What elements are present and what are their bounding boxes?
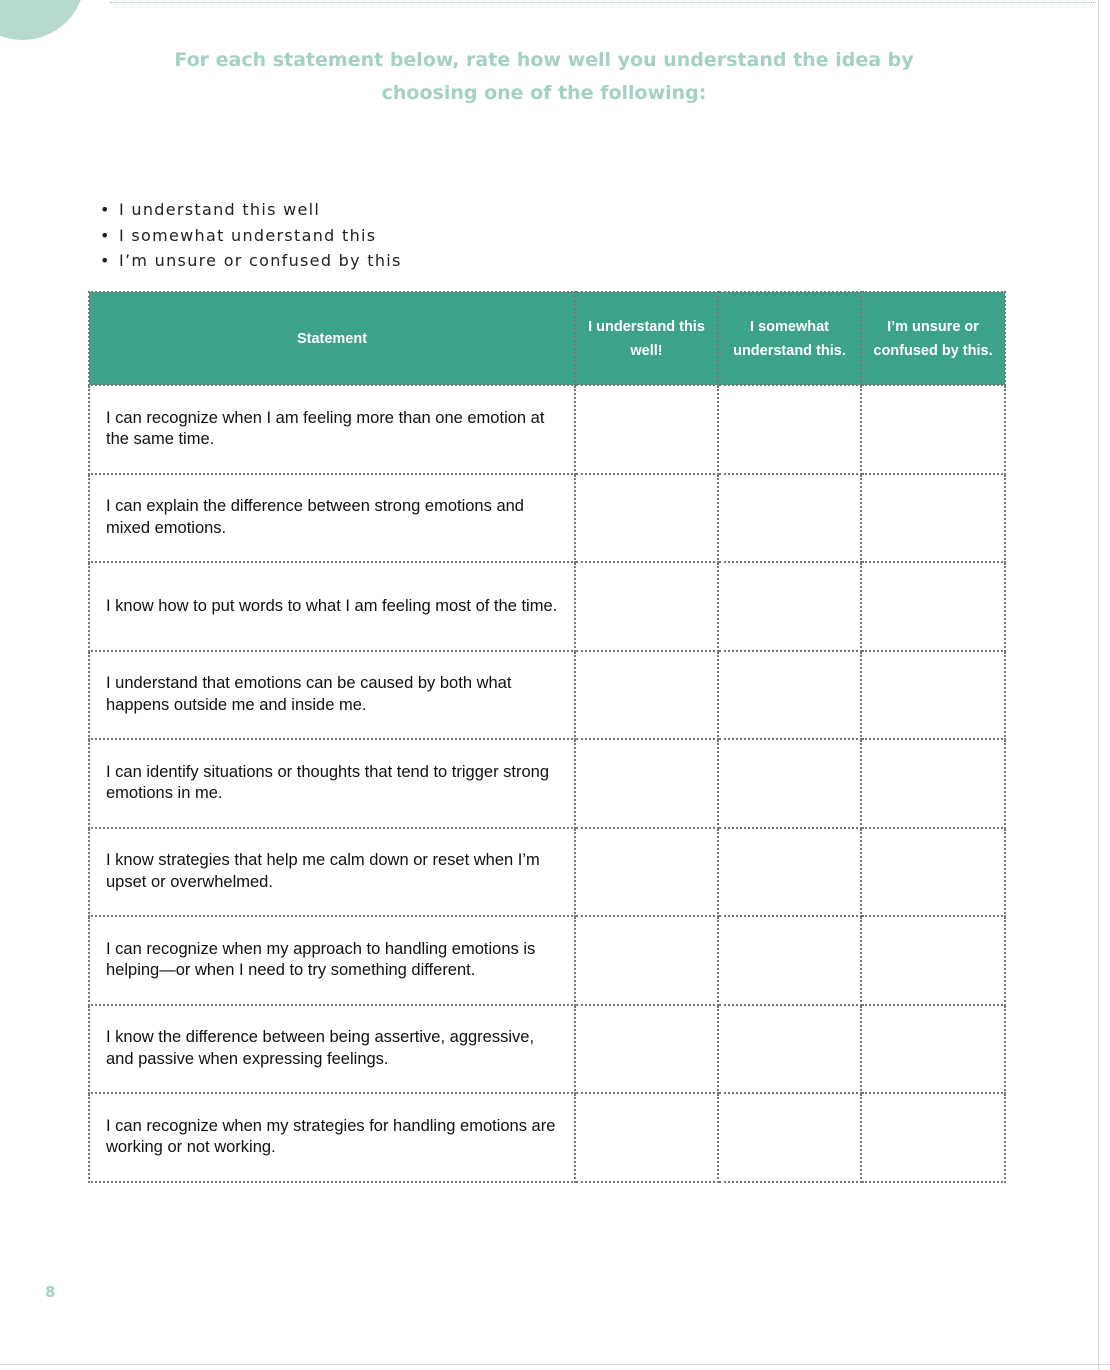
instruction-line-1: For each statement below, rate how well you understand the idea by bbox=[174, 49, 914, 71]
self-rating-table bbox=[88, 291, 1006, 1183]
understand-well-cell[interactable] bbox=[575, 562, 718, 651]
somewhat-understand-cell[interactable] bbox=[718, 1093, 861, 1182]
understand-well-cell[interactable] bbox=[575, 385, 718, 474]
statement-cell: I can recognize when my strategies for handling emotions are working or not working. bbox=[89, 1093, 575, 1182]
unsure-confused-cell[interactable] bbox=[861, 1093, 1005, 1182]
understand-well-cell[interactable] bbox=[575, 474, 718, 563]
unsure-confused-cell[interactable] bbox=[861, 739, 1005, 828]
table-row bbox=[89, 1093, 1005, 1182]
unsure-confused-cell[interactable] bbox=[861, 385, 1005, 474]
rating-option-label: I understand this well bbox=[119, 200, 321, 219]
unsure-confused-cell[interactable] bbox=[861, 474, 1005, 563]
rating-option-label: I’m unsure or confused by this bbox=[119, 251, 402, 270]
bullet-icon: • bbox=[100, 251, 111, 270]
statement-cell: I understand that emotions can be caused by both what happens outside me and inside me. bbox=[89, 651, 575, 740]
unsure-confused-cell[interactable] bbox=[861, 916, 1005, 1005]
statement-cell: I can recognize when I am feeling more than one emotion at the same time. bbox=[89, 385, 575, 474]
statement-cell: I can explain the difference between strong emotions and mixed emotions. bbox=[89, 474, 575, 563]
bullet-icon: • bbox=[100, 225, 111, 245]
header-unsure-confused: I’m unsure or confused by this. bbox=[861, 292, 1005, 385]
statement-cell: I know strategies that help me calm down or reset when I’m upset or overwhelmed. bbox=[89, 828, 575, 917]
understand-well-cell[interactable] bbox=[575, 828, 718, 917]
statement-cell: I can identify situations or thoughts that tend to trigger strong emotions in me. bbox=[89, 739, 575, 828]
statement-cell: I can recognize when my approach to handling emotions is helping—or when I need to try something different. bbox=[89, 916, 575, 1005]
somewhat-understand-cell[interactable] bbox=[718, 562, 861, 651]
statement-cell: I know the difference between being assertive, aggressive, and passive when expressing feelings. bbox=[89, 1005, 575, 1094]
rating-option bbox=[97, 197, 402, 223]
somewhat-understand-cell[interactable] bbox=[718, 828, 861, 917]
somewhat-understand-cell[interactable] bbox=[718, 385, 861, 474]
page-bottom-edge bbox=[0, 1364, 1110, 1365]
table-row bbox=[89, 651, 1005, 740]
somewhat-understand-cell[interactable] bbox=[718, 739, 861, 828]
table-header-row bbox=[89, 292, 1005, 385]
understand-well-cell[interactable] bbox=[575, 651, 718, 740]
understand-well-cell[interactable] bbox=[575, 1005, 718, 1094]
unsure-confused-cell[interactable] bbox=[861, 828, 1005, 917]
instruction-line-2: choosing one of the following: bbox=[381, 82, 707, 104]
somewhat-understand-cell[interactable] bbox=[718, 651, 861, 740]
table-row bbox=[89, 1005, 1005, 1094]
rating-option bbox=[97, 248, 402, 274]
decorative-corner-circle bbox=[0, 0, 85, 40]
somewhat-understand-cell[interactable] bbox=[718, 1005, 861, 1094]
table-row bbox=[89, 562, 1005, 651]
bullet-icon: • bbox=[100, 200, 111, 219]
table-row bbox=[89, 474, 1005, 563]
unsure-confused-cell[interactable] bbox=[861, 1005, 1005, 1094]
page-number: 8 bbox=[45, 1283, 56, 1301]
header-understand-well: I understand this well! bbox=[575, 292, 718, 385]
header-somewhat-understand: I somewhat understand this. bbox=[718, 292, 861, 385]
table-row bbox=[89, 739, 1005, 828]
understand-well-cell[interactable] bbox=[575, 739, 718, 828]
page-right-edge bbox=[1098, 0, 1099, 1370]
instruction-heading bbox=[150, 44, 938, 110]
table-row bbox=[89, 828, 1005, 917]
unsure-confused-cell[interactable] bbox=[861, 651, 1005, 740]
rating-options-list bbox=[97, 197, 402, 274]
understand-well-cell[interactable] bbox=[575, 916, 718, 1005]
rating-option-label: I somewhat understand this bbox=[119, 225, 377, 245]
table-row bbox=[89, 916, 1005, 1005]
somewhat-understand-cell[interactable] bbox=[718, 916, 861, 1005]
header-statement: Statement bbox=[89, 292, 575, 385]
rating-option bbox=[97, 223, 402, 249]
statement-cell: I know how to put words to what I am feeling most of the time. bbox=[89, 562, 575, 651]
unsure-confused-cell[interactable] bbox=[861, 562, 1005, 651]
table-row bbox=[89, 385, 1005, 474]
somewhat-understand-cell[interactable] bbox=[718, 474, 861, 563]
top-dotted-rule bbox=[110, 2, 1096, 3]
understand-well-cell[interactable] bbox=[575, 1093, 718, 1182]
